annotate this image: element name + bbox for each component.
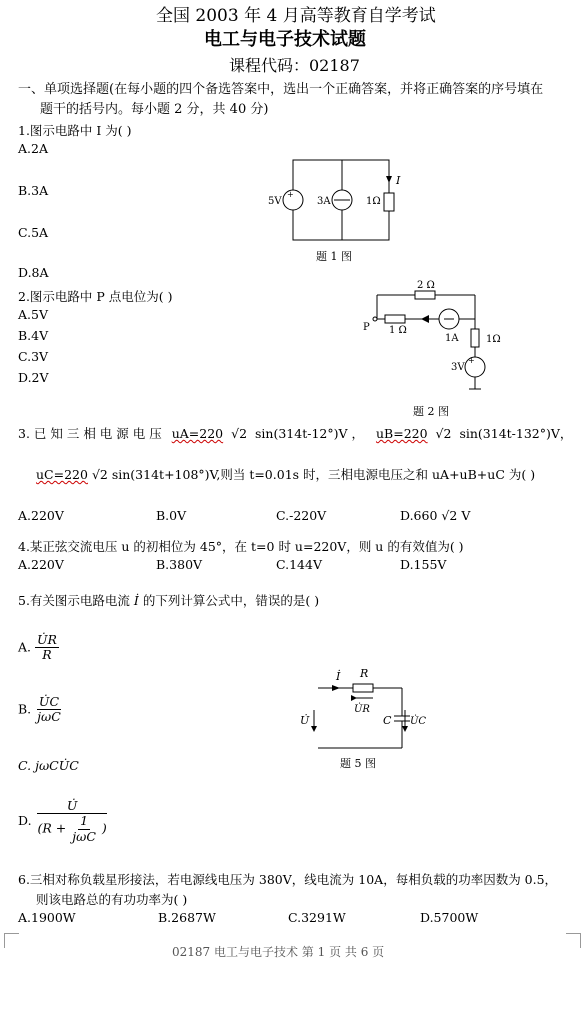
q5-option-b-den: jωC: [37, 709, 61, 725]
question-3-stem-cont: [36, 465, 535, 483]
q5-option-a-num: U̇R: [37, 632, 57, 647]
q3-option-d-unit: V: [461, 508, 471, 523]
question-3-stem: [18, 424, 572, 442]
q5-option-d-den-b: ): [101, 820, 107, 836]
q5-option-d: [18, 799, 109, 844]
q5-option-d-label: D.: [18, 813, 32, 829]
q5-option-b-num: U̇C: [38, 694, 60, 709]
q5-fig-current: İ: [336, 670, 341, 683]
page-corner-mark-left: [4, 933, 19, 948]
q3-sqrt2-a: √2: [231, 426, 248, 441]
q3-sqrt2-b: √2: [435, 426, 452, 441]
q1-circuit-figure: [260, 150, 420, 265]
q1-caption: 题 1 图: [316, 250, 352, 263]
question-6-stem-cont: 则该电路总的有功功率为( ): [36, 892, 188, 907]
q3-ub: uB=220: [375, 426, 428, 441]
q5-option-a-den: R: [42, 647, 52, 663]
q2-isource-label: 1A: [445, 333, 459, 344]
q5-option-d-num: U̇: [37, 799, 108, 814]
q5-option-d-inner-den: jωC: [72, 828, 96, 844]
page-corner-mark-right: [566, 933, 581, 948]
q5-fig-voltage: U̇: [300, 714, 310, 727]
q4-option-b: B.380V: [156, 557, 203, 572]
section-heading: 一、单项选择题(在每小题的四个备选答案中，选出一个正确答案，并将正确答案的序号填在: [18, 82, 544, 97]
q2-r-left-label: 1 Ω: [389, 325, 407, 336]
q1-vsource-label: 5V: [268, 196, 282, 207]
q5-option-b-fraction: [35, 695, 63, 725]
q5-fig-ur: U̇R: [354, 704, 370, 715]
q5-option-a: [18, 633, 59, 663]
q2-node-p: P: [363, 322, 370, 333]
section-heading-cont: 题干的括号内。每小题 2 分，共 40 分): [40, 102, 269, 117]
q6-option-b: B.2687W: [158, 910, 216, 925]
q5-option-d-inner-fraction: [70, 814, 98, 844]
q4-option-c: C.144V: [276, 557, 322, 572]
question-6-stem: 6.三相对称负载星形接法，若电源线电压为 380V，线电流为 10A，每相负载的功率因数为 0.5，: [18, 872, 558, 887]
q3-option-c: C.-220V: [276, 508, 327, 523]
q5-option-b: [18, 695, 63, 725]
q6-option-d: D.5700W: [420, 910, 479, 925]
q5-option-c: C. jωCU̇C: [18, 758, 79, 773]
q5-option-d-fraction: [36, 799, 109, 844]
q5-fig-capacitor: C: [383, 714, 392, 727]
q2-option-b: B.4V: [18, 328, 49, 343]
q5-stem-current: İ: [133, 593, 139, 608]
q2-plus-sign: +: [468, 356, 475, 365]
q2-circuit-figure: [355, 275, 505, 420]
q5-option-b-label: B.: [18, 701, 32, 717]
q1-current-label: I: [396, 174, 401, 187]
course-code: 课程代码：02187: [229, 56, 360, 75]
question-5-stem: [18, 591, 319, 609]
q5-fig-resistor: R: [360, 667, 369, 680]
q5-option-d-den-a: (R +: [37, 820, 67, 836]
q3-ua-rest: sin(314t-12°)V ，: [255, 426, 364, 441]
exam-title: 全国 2003 年 4 月高等教育自学考试: [156, 6, 436, 26]
q6-option-a: A.1900W: [18, 910, 76, 925]
q3-ua: uA=220: [171, 426, 224, 441]
q4-option-d: D.155V: [400, 557, 447, 572]
question-2-stem: 2.图示电路中 P 点电位为( ): [18, 289, 173, 304]
q2-r-top-label: 2 Ω: [417, 280, 435, 291]
q3-ub-rest: sin(314t-132°)V，: [459, 426, 573, 441]
q2-r-right-label: 1Ω: [486, 334, 501, 345]
question-4-stem: 4.某正弦交流电压 u 的初相位为 45°，在 t=0 时 u=220V，则 u 的有效值为( ): [18, 539, 464, 554]
q3-uc: uC=220: [36, 467, 88, 482]
q5-option-d-den: [36, 814, 109, 844]
q5-option-d-inner-num: 1: [80, 813, 89, 829]
q3-option-d-sqrt2: √2: [441, 508, 458, 523]
q1-option-c: C.5A: [18, 225, 49, 240]
q5-option-a-fraction: [35, 633, 59, 663]
q2-option-d: D.2V: [18, 370, 49, 385]
q4-option-a: A.220V: [18, 557, 64, 572]
q2-caption: 题 2 图: [413, 405, 449, 418]
q3-sqrt2-c: √2: [91, 467, 108, 482]
q5-caption: 题 5 图: [340, 757, 376, 770]
q2-option-c: C.3V: [18, 349, 49, 364]
q3-uc-rest: sin(314t+108°)V,则当 t=0.01s 时，三相电源电压之和 uA+uB+uC 为( ): [111, 467, 536, 482]
q3-option-a: A.220V: [18, 508, 64, 523]
q3-option-d-value: D.660: [400, 508, 438, 523]
q2-vsource-label: 3V: [451, 362, 465, 373]
q5-option-a-label: A.: [18, 639, 32, 655]
q3-option-b: B.0V: [156, 508, 187, 523]
q1-option-d: D.8A: [18, 265, 49, 280]
q1-option-a: A.2A: [18, 141, 48, 156]
question-1-stem: 1.图示电路中 I 为( ): [18, 123, 132, 138]
q1-resistor-label: 1Ω: [366, 196, 381, 207]
q2-option-a: A.5V: [18, 307, 48, 322]
q5-fig-uc: U̇C: [410, 716, 427, 727]
subject-title: 电工与电子技术试题: [204, 29, 366, 50]
q1-isource-label: 3A: [317, 196, 331, 207]
page-footer: 02187 电工与电子技术 第 1 页 共 6 页: [172, 945, 385, 959]
q5-stem-a: 5.有关图示电路电流: [18, 593, 130, 608]
q6-option-c: C.3291W: [288, 910, 346, 925]
q3-option-d: [400, 508, 470, 523]
q1-plus-sign: +: [287, 190, 294, 199]
q3-stem-intro: 3. 已 知 三 相 电 源 电 压: [18, 426, 162, 441]
q1-option-b: B.3A: [18, 183, 49, 198]
q5-circuit-figure: [290, 662, 440, 772]
q5-stem-b: 的下列计算公式中，错误的是( ): [142, 593, 320, 608]
